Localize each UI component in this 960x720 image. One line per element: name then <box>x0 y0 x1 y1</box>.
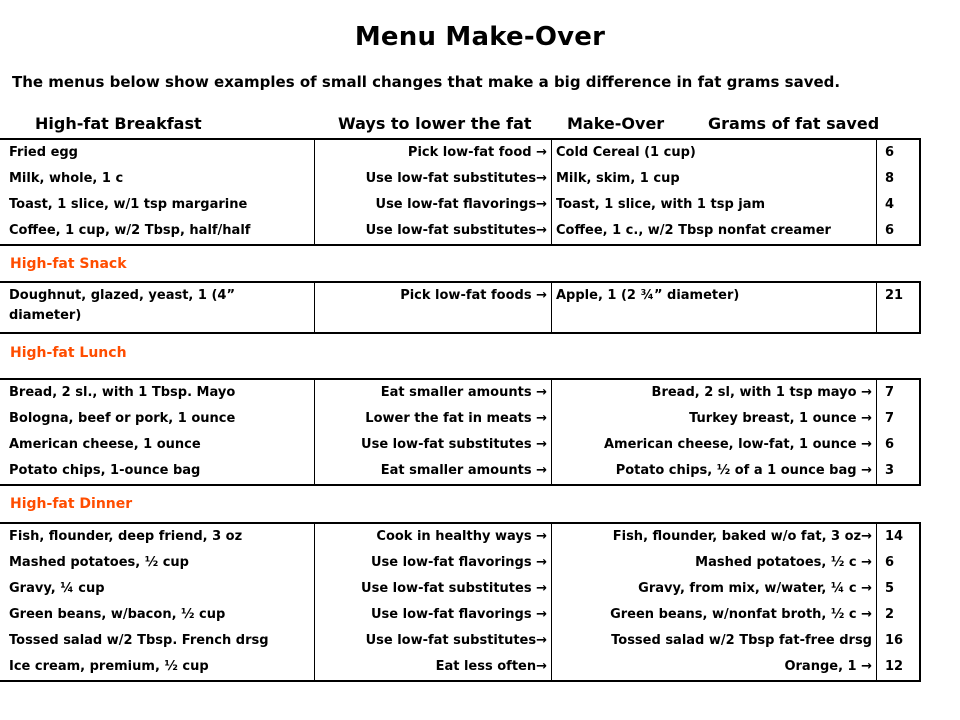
lunch-way: Use low-fat substitutes → <box>361 437 547 452</box>
dinner-item: Green beans, w/bacon, ½ cup <box>9 607 226 622</box>
breakfast-item: Coffee, 1 cup, w/2 Tbsp, half/half <box>9 223 251 238</box>
dinner-items-cell <box>0 523 315 681</box>
breakfast-way: Pick low-fat food → <box>407 145 547 160</box>
lunch-way: Lower the fat in meats → <box>365 411 547 426</box>
table-row <box>0 282 920 333</box>
lunch-ways-cell <box>315 379 552 485</box>
lunch-makeover: Bread, 2 sl, with 1 tsp mayo → <box>651 385 872 400</box>
header-ways-to-lower: Ways to lower the fat <box>338 114 532 133</box>
dinner-item: Fish, flounder, deep friend, 3 oz <box>9 529 243 544</box>
dinner-grams: 5 <box>885 581 895 596</box>
breakfast-way: Use low-fat substitutes→ <box>365 223 547 238</box>
dinner-grams: 16 <box>885 633 904 648</box>
breakfast-makeover: Milk, skim, 1 cup <box>556 171 680 186</box>
breakfast-item: Toast, 1 slice, w/1 tsp margarine <box>9 197 248 212</box>
dinner-way: Cook in healthy ways → <box>376 529 547 544</box>
dinner-makeover: Tossed salad w/2 Tbsp fat-free drsg <box>611 633 872 648</box>
dinner-item: Gravy, ¼ cup <box>9 581 105 596</box>
dinner-grams: 6 <box>885 555 895 570</box>
lunch-grams: 3 <box>885 463 895 478</box>
lunch-makeover: Turkey breast, 1 ounce → <box>689 411 872 426</box>
breakfast-grams: 8 <box>885 171 895 186</box>
dinner-makeover: Orange, 1 → <box>784 659 872 674</box>
lunch-grams: 7 <box>885 385 895 400</box>
breakfast-makeover: Cold Cereal (1 cup) <box>556 145 696 160</box>
dinner-grams: 2 <box>885 607 895 622</box>
dinner-way: Use low-fat flavorings → <box>371 555 547 570</box>
header-high-fat-breakfast: High-fat Breakfast <box>35 114 202 133</box>
dinner-makeover: Mashed potatoes, ½ c → <box>695 555 872 570</box>
snack-way: Pick low-fat foods → <box>315 282 552 333</box>
snack-grams: 21 <box>877 282 921 333</box>
snack-item: Doughnut, glazed, yeast, 1 (4” diameter) <box>0 282 315 333</box>
lunch-way: Eat smaller amounts → <box>380 385 547 400</box>
dinner-makeover: Gravy, from mix, w/water, ¼ c → <box>638 581 872 596</box>
header-make-over: Make-Over <box>567 114 665 133</box>
lunch-item: Bologna, beef or pork, 1 ounce <box>9 411 236 426</box>
section-label-snack: High-fat Snack <box>10 256 127 272</box>
snack-makeover: Apple, 1 (2 ¾” diameter) <box>552 282 877 333</box>
table-row <box>0 379 920 485</box>
lunch-item: Bread, 2 sl., with 1 Tbsp. Mayo <box>9 385 236 400</box>
lunch-grams: 7 <box>885 411 895 426</box>
dinner-ways-cell <box>315 523 552 681</box>
table-row <box>0 523 920 681</box>
snack-table <box>0 281 921 334</box>
lunch-grams: 6 <box>885 437 895 452</box>
breakfast-way: Use low-fat substitutes→ <box>365 171 547 186</box>
lunch-makeover-cell <box>552 379 877 485</box>
breakfast-grams: 4 <box>885 197 895 212</box>
dinner-makeover-cell <box>552 523 877 681</box>
dinner-way: Eat less often→ <box>435 659 547 674</box>
dinner-item: Ice cream, premium, ½ cup <box>9 659 209 674</box>
breakfast-grams-cell <box>877 139 921 245</box>
lunch-items-cell <box>0 379 315 485</box>
breakfast-way: Use low-fat flavorings→ <box>375 197 547 212</box>
breakfast-grams: 6 <box>885 223 895 238</box>
lunch-makeover: American cheese, low-fat, 1 ounce → <box>603 437 872 452</box>
dinner-makeover: Green beans, w/nonfat broth, ½ c → <box>610 607 872 622</box>
breakfast-makeover: Coffee, 1 c., w/2 Tbsp nonfat creamer <box>556 223 831 238</box>
lunch-makeover: Potato chips, ½ of a 1 ounce bag → <box>615 463 872 478</box>
breakfast-grams: 6 <box>885 145 895 160</box>
dinner-makeover: Fish, flounder, baked w/o fat, 3 oz→ <box>612 529 872 544</box>
section-label-lunch: High-fat Lunch <box>10 345 127 361</box>
lunch-way: Eat smaller amounts → <box>380 463 547 478</box>
lunch-item: American cheese, 1 ounce <box>9 437 201 452</box>
lunch-item: Potato chips, 1-ounce bag <box>9 463 201 478</box>
lunch-table <box>0 378 921 486</box>
breakfast-items-cell <box>0 139 315 245</box>
dinner-grams: 12 <box>885 659 904 674</box>
dinner-way: Use low-fat substitutes→ <box>365 633 547 648</box>
lunch-grams-cell <box>877 379 921 485</box>
breakfast-makeover: Toast, 1 slice, with 1 tsp jam <box>556 197 766 212</box>
dinner-item: Tossed salad w/2 Tbsp. French drsg <box>9 633 269 648</box>
header-grams-saved: Grams of fat saved <box>708 114 880 133</box>
page-title: Menu Make-Over <box>354 22 606 52</box>
dinner-item: Mashed potatoes, ½ cup <box>9 555 189 570</box>
breakfast-item: Milk, whole, 1 c <box>9 171 124 186</box>
breakfast-table <box>0 138 921 246</box>
dinner-table <box>0 522 921 682</box>
breakfast-makeover-cell <box>552 139 877 245</box>
section-label-dinner: High-fat Dinner <box>10 496 133 512</box>
dinner-grams: 14 <box>885 529 904 544</box>
dinner-grams-cell <box>877 523 921 681</box>
page-subtitle: The menus below show examples of small changes that make a big difference in fat grams saved. <box>12 73 841 91</box>
dinner-way: Use low-fat flavorings → <box>371 607 547 622</box>
table-row <box>0 139 920 245</box>
breakfast-item: Fried egg <box>9 145 78 160</box>
dinner-way: Use low-fat substitutes → <box>361 581 547 596</box>
breakfast-ways-cell <box>315 139 552 245</box>
